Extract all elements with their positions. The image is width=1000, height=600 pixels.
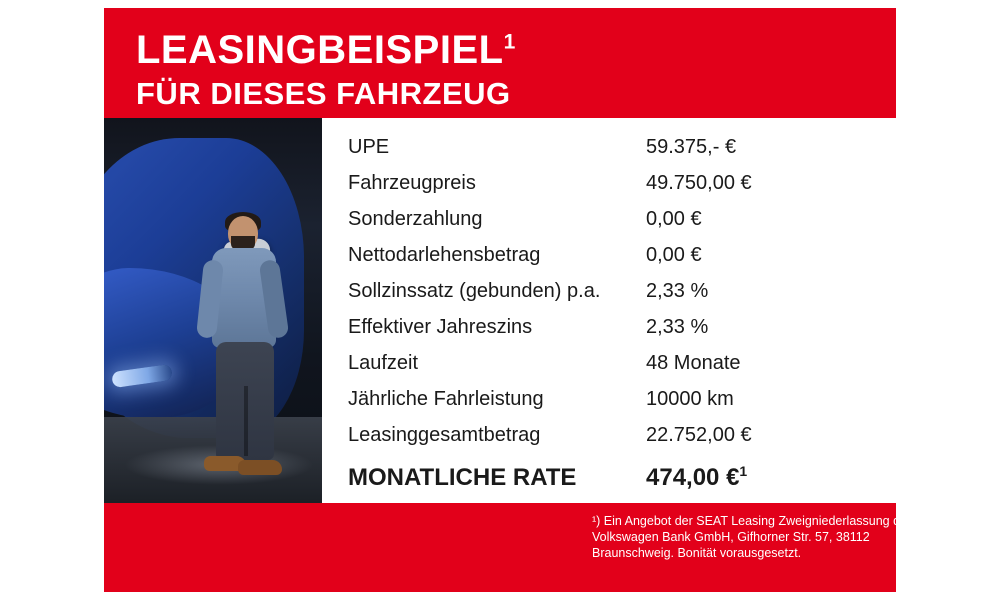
monthly-rate-value bbox=[646, 464, 870, 492]
monthly-rate-superscript: 1 bbox=[739, 463, 748, 479]
footnote-line-1: ¹) Ein Angebot der SEAT Leasing Zweigniederlassung der bbox=[592, 514, 912, 528]
row-label: Effektiver Jahreszins bbox=[348, 316, 533, 338]
table-row bbox=[348, 172, 870, 208]
table-row bbox=[348, 424, 870, 460]
content-area bbox=[104, 118, 896, 503]
monthly-rate-label: MONATLICHE RATE bbox=[348, 464, 577, 491]
row-label: Fahrzeugpreis bbox=[348, 172, 476, 194]
person-figure bbox=[190, 216, 300, 496]
person-right-shoe bbox=[238, 460, 282, 475]
person-leg-separation bbox=[244, 386, 248, 456]
row-value: 48 Monate bbox=[646, 352, 741, 374]
row-label: Nettodarlehensbetrag bbox=[348, 244, 541, 266]
monthly-rate-amount: 474,00 € bbox=[646, 464, 740, 491]
table-row bbox=[348, 244, 870, 280]
red-banner bbox=[104, 8, 912, 592]
row-label: Sonderzahlung bbox=[348, 208, 483, 230]
footnote-line-2: Volkswagen Bank GmbH, Gifhorner Str. 57, 38112 bbox=[592, 530, 870, 544]
row-label: Leasinggesamtbetrag bbox=[348, 424, 541, 446]
row-value: 10000 km bbox=[646, 388, 734, 410]
row-value: 22.752,00 € bbox=[646, 424, 752, 446]
table-row bbox=[348, 280, 870, 316]
row-label: Laufzeit bbox=[348, 352, 419, 374]
leasing-details-table bbox=[322, 118, 896, 503]
headline bbox=[136, 28, 876, 112]
row-value: 0,00 € bbox=[646, 244, 702, 266]
headline-line-1-text: LEASINGBEISPIEL bbox=[136, 28, 504, 72]
monthly-rate-row bbox=[348, 464, 870, 508]
table-row bbox=[348, 208, 870, 244]
headline-superscript: 1 bbox=[503, 30, 516, 54]
row-value: 0,00 € bbox=[646, 208, 702, 230]
table-row bbox=[348, 352, 870, 388]
table-row bbox=[348, 388, 870, 424]
headline-line-2: FÜR DIESES FAHRZEUG bbox=[136, 76, 511, 111]
row-value: 49.750,00 € bbox=[646, 172, 752, 194]
row-value: 2,33 % bbox=[646, 316, 709, 338]
headline-line-1 bbox=[136, 28, 876, 72]
table-row bbox=[348, 136, 870, 172]
vehicle-photo bbox=[104, 118, 322, 503]
row-value: 2,33 % bbox=[646, 280, 709, 302]
row-label: Sollzinssatz (gebunden) p.a. bbox=[348, 280, 601, 302]
footnote-line-3: Braunschweig. Bonität vorausgesetzt. bbox=[592, 546, 802, 560]
row-label: Jährliche Fahrleistung bbox=[348, 388, 544, 410]
row-label: UPE bbox=[348, 136, 390, 158]
row-value: 59.375,- € bbox=[646, 136, 737, 158]
footnote bbox=[592, 513, 952, 561]
table-row bbox=[348, 316, 870, 352]
